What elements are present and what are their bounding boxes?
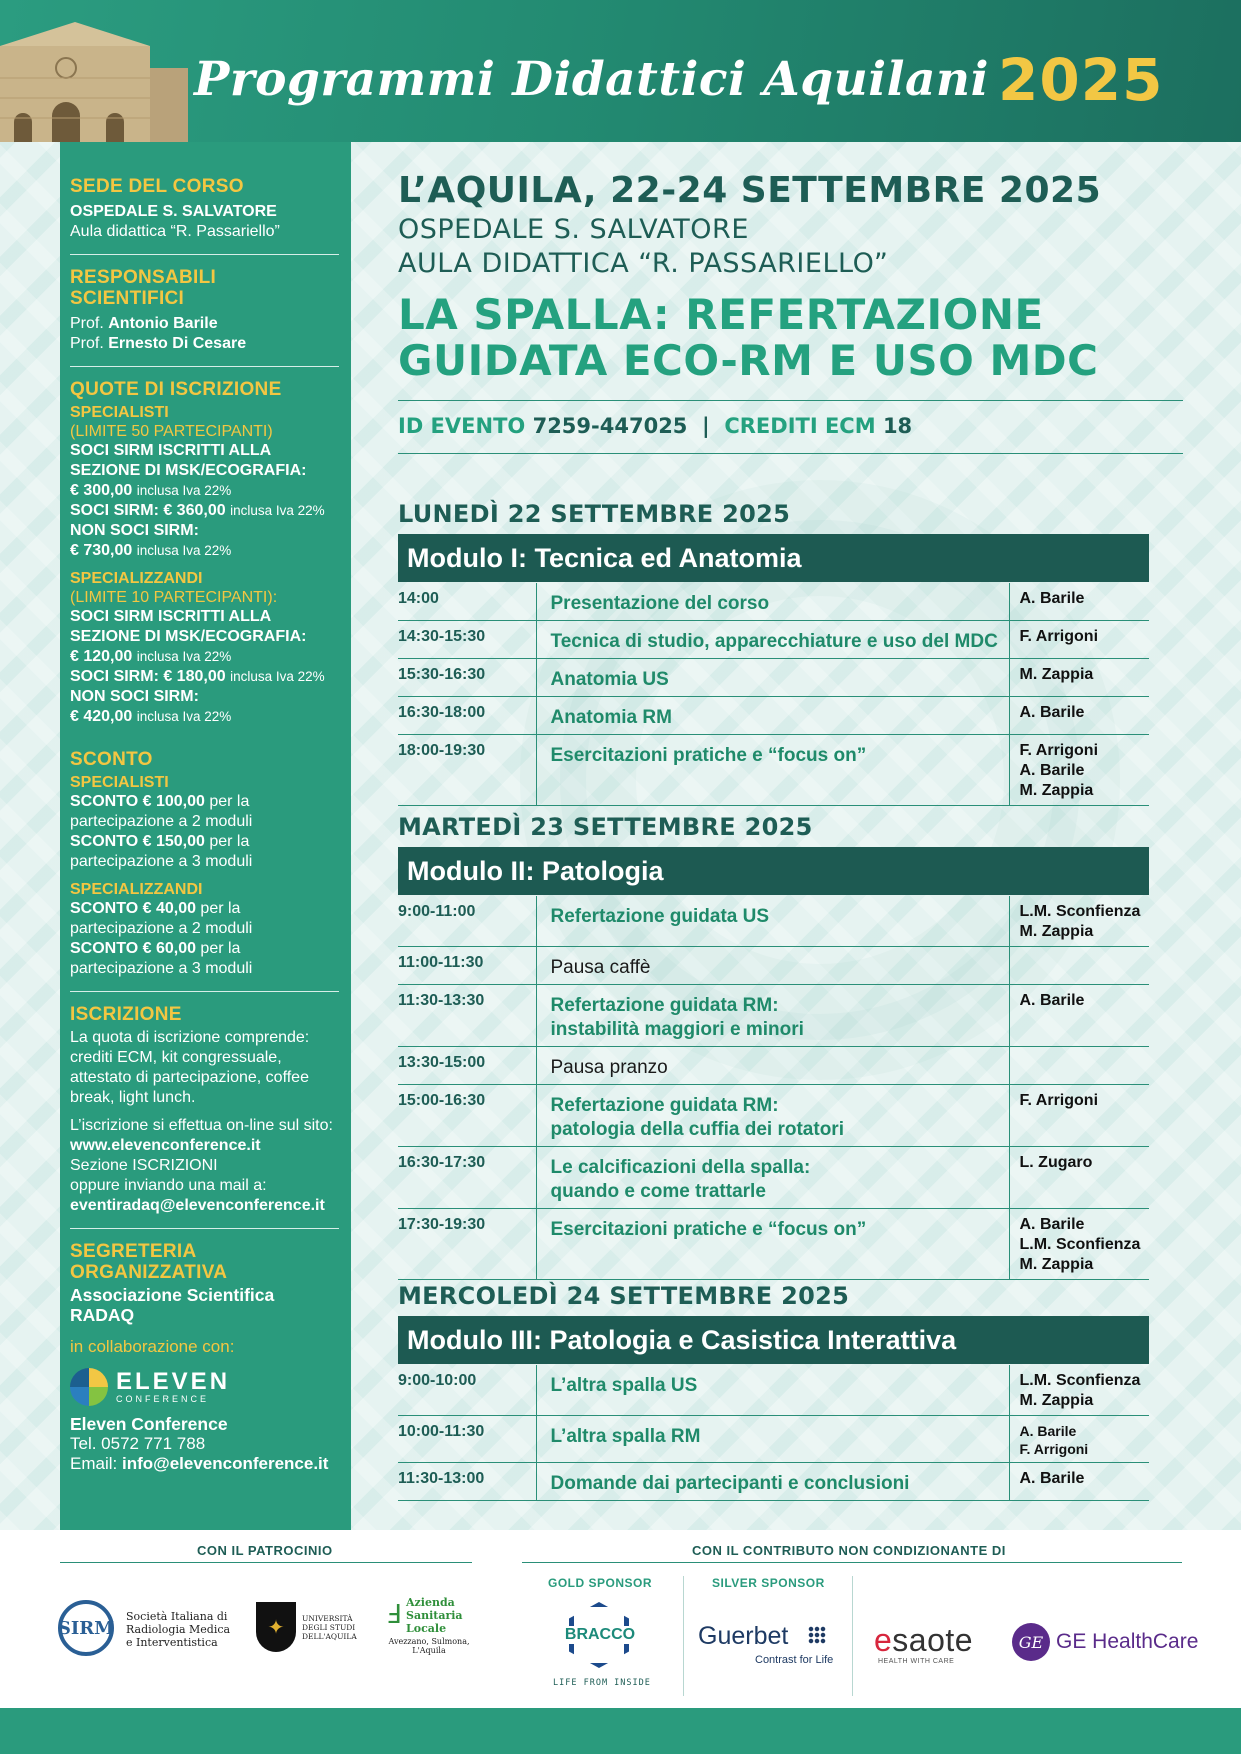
sirm-text: Società Italiana di Radiologia Medica e Interventistica (126, 1610, 231, 1649)
iscrizione-text: break, light lunch. (70, 1089, 196, 1106)
session-time: 10:00-11:30 (398, 1416, 536, 1463)
quote-price (70, 501, 339, 521)
esaote-name: saote (892, 1622, 974, 1658)
sede-place: OSPEDALE S. SALVATORE (70, 203, 277, 220)
collab-label: in collaborazione con: (70, 1337, 235, 1356)
segreteria-org: Associazione Scientifica (70, 1285, 275, 1305)
session-time: 13:30-15:00 (398, 1047, 536, 1085)
university-crest-icon: ✦ (256, 1602, 296, 1652)
iscrizione-section (70, 1004, 351, 1216)
event-id-line (398, 414, 912, 438)
session-speakers: M. Zappia (1009, 659, 1149, 697)
responsabili-heading-2: SCIENTIFICI (70, 288, 185, 309)
schedule-row (398, 1365, 1149, 1416)
schedule-row (398, 1147, 1149, 1209)
quote-specializzandi-limit: (LIMITE 10 PARTECIPANTI): (70, 589, 278, 606)
schedule-row (398, 1416, 1149, 1463)
quote-price (70, 667, 339, 687)
schedule-row (398, 947, 1149, 985)
iscrizione-website-link[interactable]: www.elevenconference.it (70, 1137, 261, 1154)
sconto-line (70, 792, 339, 812)
session-title: Anatomia RM (536, 697, 1009, 735)
quote-price (70, 541, 339, 561)
quote-line: NON SOCI SIRM: (70, 688, 199, 705)
divider (852, 1576, 853, 1696)
asl-logo (386, 1596, 472, 1655)
company-name: Eleven Conference (70, 1414, 228, 1434)
company-phone: Tel. 0572 771 788 (70, 1434, 206, 1453)
session-title: Le calcificazioni della spalla: quando e come trattarle (536, 1147, 1009, 1209)
sconto-text: per la (204, 793, 250, 810)
session-title: Pausa caffè (536, 947, 1009, 985)
contributo-label: CON IL CONTRIBUTO NON CONDIZIONANTE DI (692, 1543, 1006, 1558)
guerbet-logo: Guerbet (698, 1622, 789, 1650)
separator: | (702, 414, 710, 438)
patrocinio-label: CON IL PATROCINIO (197, 1543, 333, 1558)
responsabile-2-name: Ernesto Di Cesare (108, 335, 247, 352)
bracco-name: BRACCO (553, 1626, 647, 1644)
schedule-row (398, 1209, 1149, 1280)
divider (398, 400, 1183, 401)
sconto-value: SCONTO € 40,00 (70, 900, 196, 917)
session-title: Refertazione guidata US (536, 896, 1009, 947)
asl-title: Azienda Sanitaria Locale (406, 1596, 463, 1635)
esaote-tagline: HEALTH WITH CARE (878, 1658, 955, 1665)
module-2-bar: Modulo II: Patologia (398, 847, 1149, 895)
quote-heading: QUOTE DI ISCRIZIONE (70, 379, 282, 400)
session-speakers: A. Barile (1009, 1463, 1149, 1501)
segreteria-heading-1: SEGRETERIA (70, 1241, 197, 1262)
session-title: Tecnica di studio, apparecchiature e uso del MDC (536, 621, 1009, 659)
session-title: Anatomia US (536, 659, 1009, 697)
eleven-logo-sub: CONFERENCE (116, 1394, 210, 1404)
price-value: € 300,00 (70, 482, 133, 499)
schedule-row (398, 1463, 1149, 1501)
silver-sponsor-label: SILVER SPONSOR (712, 1576, 825, 1590)
sconto-specialisti-title: SPECIALISTI (70, 774, 169, 791)
divider (70, 366, 339, 367)
session-speakers: A. Barile F. Arrigoni (1009, 1416, 1149, 1463)
event-topic-line-1: LA SPALLA: REFERTAZIONE (398, 290, 1044, 339)
session-title: Esercitazioni pratiche e “focus on” (536, 735, 1009, 806)
schedule-row (398, 985, 1149, 1047)
iscrizione-text: L’iscrizione si effettua on-line sul sito: (70, 1117, 333, 1134)
iva-note: inclusa Iva 22% (230, 669, 325, 684)
sconto-section (70, 749, 351, 979)
sconto-text: per la (195, 900, 241, 917)
divider (70, 1228, 339, 1229)
sconto-heading: SCONTO (70, 749, 153, 770)
email-label: Email: (70, 1454, 118, 1473)
iscrizione-heading: ISCRIZIONE (70, 1004, 182, 1025)
session-speakers: A. Barile L.M. Sconfienza M. Zappia (1009, 1209, 1149, 1280)
module-1-bar: Modulo I: Tecnica ed Anatomia (398, 534, 1149, 582)
prof-prefix: Prof. (70, 315, 104, 332)
iva-note: inclusa Iva 22% (136, 709, 232, 724)
segreteria-org: RADAQ (70, 1305, 135, 1325)
segreteria-section (70, 1241, 351, 1474)
schedule-row (398, 621, 1149, 659)
quote-line: SEZIONE DI MSK/ECOGRAFIA: (70, 628, 307, 645)
basilica-illustration (0, 18, 188, 142)
company-email-link[interactable]: info@elevenconference.it (121, 1454, 329, 1473)
session-speakers: L.M. Sconfienza M. Zappia (1009, 1365, 1149, 1416)
ge-logo-icon: GE (1012, 1623, 1050, 1661)
schedule-row (398, 697, 1149, 735)
divider (70, 991, 339, 992)
session-title: Esercitazioni pratiche e “focus on” (536, 1209, 1009, 1280)
university-text: UNIVERSITÀ DEGLI STUDI DELL'AQUILA (302, 1614, 357, 1641)
price-value: SOCI SIRM: € 180,00 (70, 668, 226, 685)
session-title: L’altra spalla US (536, 1365, 1009, 1416)
session-time: 17:30-19:30 (398, 1209, 536, 1280)
sconto-value: SCONTO € 60,00 (70, 940, 196, 957)
sede-room: Aula didattica “R. Passariello” (70, 223, 280, 240)
header-title: Programmi Didattici Aquilani (194, 52, 989, 107)
quote-price (70, 647, 339, 667)
session-speakers: A. Barile (1009, 583, 1149, 621)
quote-price (70, 707, 339, 727)
quote-line: SEZIONE DI MSK/ECOGRAFIA: (70, 462, 307, 479)
session-speakers (1009, 947, 1149, 985)
schedule-row (398, 1085, 1149, 1147)
event-id-value: 7259-447025 (532, 414, 688, 438)
bracco-logo (553, 1602, 647, 1668)
iscrizione-text: crediti ECM, kit congressuale, (70, 1049, 282, 1066)
sconto-line: partecipazione a 3 moduli (70, 960, 253, 977)
sirm-logo: SIRM (58, 1600, 114, 1656)
session-time: 11:30-13:00 (398, 1463, 536, 1501)
eleven-logo-icon (70, 1368, 108, 1406)
day-2-heading: MARTEDÌ 23 SETTEMBRE 2025 (398, 813, 813, 841)
sconto-line (70, 899, 339, 919)
ecm-label: CREDITI ECM (724, 414, 876, 438)
session-title: Presentazione del corso (536, 583, 1009, 621)
bracco-tagline: LIFE FROM INSIDE (553, 1678, 651, 1688)
asl-location: Avezzano, Sulmona, L'Aquila (388, 1637, 470, 1655)
segreteria-heading-2: ORGANIZZATIVA (70, 1262, 228, 1283)
divider (60, 1562, 472, 1563)
quote-line: SOCI SIRM ISCRITTI ALLA (70, 608, 272, 625)
session-time: 9:00-11:00 (398, 896, 536, 947)
day-3-heading: MERCOLEDÌ 24 SETTEMBRE 2025 (398, 1282, 850, 1310)
iscrizione-text: attestato di partecipazione, coffee (70, 1069, 309, 1086)
iscrizione-text: Sezione ISCRIZIONI (70, 1157, 218, 1174)
event-title: L’AQUILA, 22-24 SETTEMBRE 2025 (398, 170, 1102, 211)
session-title: Pausa pranzo (536, 1047, 1009, 1085)
iscrizione-text: La quota di iscrizione comprende: (70, 1029, 310, 1046)
sconto-line (70, 939, 339, 959)
event-venue: OSPEDALE S. SALVATORE (398, 214, 749, 245)
sconto-line: partecipazione a 3 moduli (70, 853, 253, 870)
responsabile-1 (70, 314, 339, 334)
divider (683, 1576, 684, 1696)
schedule-row (398, 735, 1149, 806)
session-title: L’altra spalla RM (536, 1416, 1009, 1463)
session-title: Domande dai partecipanti e conclusioni (536, 1463, 1009, 1501)
iva-note: inclusa Iva 22% (230, 503, 325, 518)
session-speakers: A. Barile (1009, 985, 1149, 1047)
session-time: 14:30-15:30 (398, 621, 536, 659)
quote-line: NON SOCI SIRM: (70, 522, 199, 539)
module-3-schedule (398, 1365, 1149, 1501)
price-value: € 730,00 (70, 542, 133, 559)
schedule-row (398, 583, 1149, 621)
sconto-specializzandi-title: SPECIALIZZANDI (70, 881, 203, 898)
guerbet-tagline: Contrast for Life (755, 1654, 834, 1666)
iva-note: inclusa Iva 22% (136, 483, 232, 498)
footer (0, 1530, 1241, 1708)
esaote-logo (874, 1622, 973, 1659)
event-id-label: ID EVENTO (398, 414, 526, 438)
quote-price (70, 481, 339, 501)
eleven-logo-text (116, 1370, 230, 1404)
quote-section (70, 379, 351, 727)
sconto-text: per la (195, 940, 241, 957)
price-value: € 120,00 (70, 648, 133, 665)
company-email-line (70, 1454, 339, 1474)
session-speakers (1009, 1047, 1149, 1085)
asl-mark-icon: Ⅎ (386, 1600, 401, 1630)
price-value: SOCI SIRM: € 360,00 (70, 502, 226, 519)
gold-sponsor-label: GOLD SPONSOR (548, 1576, 653, 1590)
quote-specialisti-limit: (LIMITE 50 PARTECIPANTI) (70, 423, 273, 440)
esaote-e-mark: e (874, 1622, 893, 1658)
module-2-schedule (398, 896, 1149, 1280)
schedule-row (398, 896, 1149, 947)
eleven-logo-word: ELEVEN (116, 1368, 231, 1395)
iva-note: inclusa Iva 22% (136, 649, 232, 664)
iscrizione-email-link[interactable]: eventiradaq@elevenconference.it (70, 1197, 325, 1214)
schedule-row (398, 1047, 1149, 1085)
divider (70, 254, 339, 255)
responsabili-section (70, 267, 351, 354)
responsabile-2 (70, 334, 339, 354)
sede-heading: SEDE DEL CORSO (70, 176, 244, 197)
session-speakers: F. Arrigoni (1009, 621, 1149, 659)
sconto-value: SCONTO € 150,00 (70, 833, 205, 850)
event-topic-line-2: GUIDATA ECO-RM E USO MDC (398, 336, 1099, 385)
divider (398, 453, 1183, 454)
responsabili-heading-1: RESPONSABILI (70, 267, 217, 288)
session-speakers: A. Barile (1009, 697, 1149, 735)
session-time: 15:30-16:30 (398, 659, 536, 697)
session-title: Refertazione guidata RM: instabilità maggiori e minori (536, 985, 1009, 1047)
module-3-bar: Modulo III: Patologia e Casistica Interattiva (398, 1316, 1149, 1364)
eleven-logo (70, 1368, 339, 1406)
quote-line: SOCI SIRM ISCRITTI ALLA (70, 442, 272, 459)
session-speakers: F. Arrigoni A. Barile M. Zappia (1009, 735, 1149, 806)
session-time: 16:30-17:30 (398, 1147, 536, 1209)
session-time: 15:00-16:30 (398, 1085, 536, 1147)
ge-healthcare-name: GE HealthCare (1056, 1630, 1199, 1653)
event-room: AULA DIDATTICA “R. PASSARIELLO” (398, 248, 889, 279)
sconto-text: per la (204, 833, 250, 850)
bottom-band (0, 1708, 1241, 1754)
guerbet-grid-icon (808, 1626, 826, 1644)
sconto-line (70, 832, 339, 852)
session-title: Refertazione guidata RM: patologia della cuffia dei rotatori (536, 1085, 1009, 1147)
session-time: 9:00-10:00 (398, 1365, 536, 1416)
divider (522, 1562, 1182, 1563)
sconto-line: partecipazione a 2 moduli (70, 920, 253, 937)
sconto-value: SCONTO € 100,00 (70, 793, 205, 810)
prof-prefix: Prof. (70, 335, 104, 352)
day-1-heading: LUNEDÌ 22 SETTEMBRE 2025 (398, 500, 791, 528)
module-1-schedule (398, 583, 1149, 806)
session-time: 14:00 (398, 583, 536, 621)
quote-specializzandi-title: SPECIALIZZANDI (70, 570, 203, 587)
schedule-row (398, 659, 1149, 697)
session-speakers: F. Arrigoni (1009, 1085, 1149, 1147)
sconto-line: partecipazione a 2 moduli (70, 813, 253, 830)
iscrizione-text: oppure inviando una mail a: (70, 1177, 267, 1194)
sede-section (70, 176, 351, 242)
session-speakers: L.M. Sconfienza M. Zappia (1009, 896, 1149, 947)
iva-note: inclusa Iva 22% (136, 543, 232, 558)
session-time: 11:00-11:30 (398, 947, 536, 985)
session-time: 16:30-18:00 (398, 697, 536, 735)
session-time: 18:00-19:30 (398, 735, 536, 806)
responsabile-1-name: Antonio Barile (108, 315, 218, 332)
price-value: € 420,00 (70, 708, 133, 725)
session-speakers: L. Zugaro (1009, 1147, 1149, 1209)
sidebar (60, 142, 351, 1530)
header-banner (0, 0, 1241, 142)
session-time: 11:30-13:30 (398, 985, 536, 1047)
ecm-value: 18 (882, 414, 913, 438)
quote-specialisti-title: SPECIALISTI (70, 404, 169, 421)
header-year: 2025 (998, 46, 1164, 114)
